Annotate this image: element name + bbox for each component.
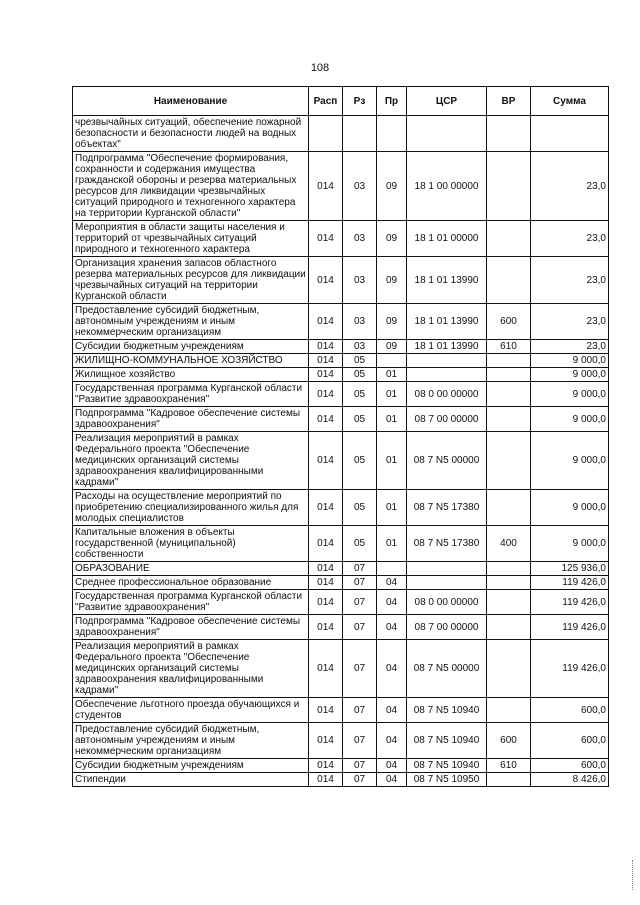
- row-sum: 9 000,0: [531, 432, 609, 490]
- row-rz: 05: [343, 382, 377, 407]
- scan-margin-mark: [632, 860, 634, 890]
- row-rasp: 014: [309, 368, 343, 382]
- table-row: [73, 382, 609, 407]
- row-vr: [487, 368, 531, 382]
- row-rasp: 014: [309, 723, 343, 759]
- row-csr: [407, 576, 487, 590]
- row-pr: 09: [377, 221, 407, 257]
- table-row: [73, 304, 609, 340]
- row-rasp: [309, 116, 343, 152]
- row-pr: 09: [377, 304, 407, 340]
- row-rasp: 014: [309, 590, 343, 615]
- row-rz: 07: [343, 615, 377, 640]
- row-name: ОБРАЗОВАНИЕ: [73, 562, 309, 576]
- row-name: Реализация мероприятий в рамках Федерального проекта "Обеспечение медицинских организаций системы здравоохранения квалифицированными кадрами": [73, 640, 309, 698]
- row-pr: [377, 562, 407, 576]
- row-sum: 119 426,0: [531, 590, 609, 615]
- row-rz: 07: [343, 562, 377, 576]
- header-sum: Сумма: [531, 87, 609, 116]
- row-pr: 09: [377, 257, 407, 304]
- row-pr: 09: [377, 152, 407, 221]
- row-pr: 01: [377, 368, 407, 382]
- row-name: Предоставление субсидий бюджетным, автономным учреждениям и иным некоммерческим организациям: [73, 723, 309, 759]
- row-rz: 07: [343, 723, 377, 759]
- row-sum: 119 426,0: [531, 640, 609, 698]
- table-row: [73, 562, 609, 576]
- row-rasp: 014: [309, 432, 343, 490]
- row-vr: [487, 773, 531, 787]
- row-pr: [377, 354, 407, 368]
- row-vr: [487, 490, 531, 526]
- row-name: Подпрограмма "Кадровое обеспечение системы здравоохранения": [73, 407, 309, 432]
- table-row: [73, 490, 609, 526]
- row-sum: [531, 116, 609, 152]
- row-name: Государственная программа Курганской области "Развитие здравоохранения": [73, 590, 309, 615]
- row-rasp: 014: [309, 407, 343, 432]
- table-row: [73, 590, 609, 615]
- row-pr: 04: [377, 576, 407, 590]
- row-csr: [407, 562, 487, 576]
- table-row: [73, 354, 609, 368]
- row-rz: 07: [343, 576, 377, 590]
- row-csr: [407, 116, 487, 152]
- row-rasp: 014: [309, 340, 343, 354]
- header-pr: Пр: [377, 87, 407, 116]
- header-vr: ВР: [487, 87, 531, 116]
- row-rz: 05: [343, 407, 377, 432]
- row-csr: 18 1 01 13990: [407, 304, 487, 340]
- row-sum: 9 000,0: [531, 490, 609, 526]
- row-name: Мероприятия в области защиты населения и территорий от чрезвычайных ситуаций природного и техногенного характера: [73, 221, 309, 257]
- budget-table: [72, 86, 609, 787]
- row-name: Подпрограмма "Кадровое обеспечение системы здравоохранения": [73, 615, 309, 640]
- row-name: чрезвычайных ситуаций, обеспечение пожарной безопасности и безопасности людей на водных объектах": [73, 116, 309, 152]
- row-name: Предоставление субсидий бюджетным, автономным учреждениям и иным некоммерческим организациям: [73, 304, 309, 340]
- row-rasp: 014: [309, 640, 343, 698]
- row-sum: 23,0: [531, 340, 609, 354]
- row-rz: 07: [343, 640, 377, 698]
- row-rasp: 014: [309, 221, 343, 257]
- header-csr: ЦСР: [407, 87, 487, 116]
- table-row: [73, 576, 609, 590]
- row-rasp: 014: [309, 257, 343, 304]
- row-rz: 05: [343, 490, 377, 526]
- row-vr: [487, 615, 531, 640]
- row-pr: 04: [377, 759, 407, 773]
- table-row: [73, 759, 609, 773]
- row-name: Реализация мероприятий в рамках Федерального проекта "Обеспечение медицинских организаций системы здравоохранения квалифицированными кадрами": [73, 432, 309, 490]
- row-rz: 05: [343, 432, 377, 490]
- row-name: Среднее профессиональное образование: [73, 576, 309, 590]
- row-csr: [407, 354, 487, 368]
- row-csr: 18 1 01 13990: [407, 257, 487, 304]
- table-row: [73, 723, 609, 759]
- page-number: 108: [310, 62, 330, 74]
- row-pr: 04: [377, 723, 407, 759]
- row-rasp: 014: [309, 152, 343, 221]
- row-vr: [487, 576, 531, 590]
- table-row: [73, 407, 609, 432]
- row-pr: 01: [377, 407, 407, 432]
- row-pr: 04: [377, 773, 407, 787]
- row-rasp: 014: [309, 354, 343, 368]
- row-rz: 05: [343, 368, 377, 382]
- row-rasp: 014: [309, 759, 343, 773]
- row-sum: 119 426,0: [531, 576, 609, 590]
- row-sum: 9 000,0: [531, 382, 609, 407]
- row-sum: 119 426,0: [531, 615, 609, 640]
- row-vr: [487, 116, 531, 152]
- row-rasp: 014: [309, 576, 343, 590]
- row-rz: 07: [343, 773, 377, 787]
- table-body: [73, 116, 609, 787]
- row-sum: 23,0: [531, 257, 609, 304]
- row-csr: 08 7 N5 17380: [407, 526, 487, 562]
- row-rz: 07: [343, 759, 377, 773]
- row-sum: 600,0: [531, 698, 609, 723]
- row-vr: 400: [487, 526, 531, 562]
- row-sum: 9 000,0: [531, 526, 609, 562]
- row-sum: 600,0: [531, 759, 609, 773]
- table-row: [73, 340, 609, 354]
- row-sum: 23,0: [531, 304, 609, 340]
- row-vr: 610: [487, 759, 531, 773]
- table-row: [73, 432, 609, 490]
- row-vr: [487, 257, 531, 304]
- row-sum: 125 936,0: [531, 562, 609, 576]
- table-row: [73, 152, 609, 221]
- row-rz: 05: [343, 354, 377, 368]
- table-row: [73, 368, 609, 382]
- row-pr: 04: [377, 615, 407, 640]
- header-row: [73, 87, 609, 116]
- row-csr: 18 1 01 00000: [407, 221, 487, 257]
- row-vr: [487, 221, 531, 257]
- row-name: Подпрограмма "Обеспечение формирования, сохранности и содержания имущества гражданской обороны и резерва материальных ресурсов для ликвидации чрезвычайных ситуаций природного и техногенного характера на территории Курганской области": [73, 152, 309, 221]
- row-csr: 08 7 N5 10940: [407, 698, 487, 723]
- table-row: [73, 221, 609, 257]
- row-vr: 600: [487, 723, 531, 759]
- row-csr: [407, 368, 487, 382]
- row-pr: 04: [377, 640, 407, 698]
- row-vr: [487, 590, 531, 615]
- row-sum: 9 000,0: [531, 354, 609, 368]
- row-pr: [377, 116, 407, 152]
- row-pr: 04: [377, 698, 407, 723]
- row-csr: 08 0 00 00000: [407, 590, 487, 615]
- row-csr: 08 7 N5 10950: [407, 773, 487, 787]
- row-name: ЖИЛИЩНО-КОММУНАЛЬНОЕ ХОЗЯЙСТВО: [73, 354, 309, 368]
- row-csr: 08 7 00 00000: [407, 407, 487, 432]
- row-rasp: 014: [309, 698, 343, 723]
- row-rz: [343, 116, 377, 152]
- row-vr: [487, 698, 531, 723]
- row-rasp: 014: [309, 490, 343, 526]
- row-csr: 08 7 N5 10940: [407, 759, 487, 773]
- row-vr: [487, 640, 531, 698]
- row-rasp: 014: [309, 526, 343, 562]
- row-sum: 8 426,0: [531, 773, 609, 787]
- row-name: Обеспечение льготного проезда обучающихся и студентов: [73, 698, 309, 723]
- row-sum: 9 000,0: [531, 407, 609, 432]
- row-csr: 08 0 00 00000: [407, 382, 487, 407]
- row-sum: 23,0: [531, 152, 609, 221]
- header-rasp: Расп: [309, 87, 343, 116]
- row-vr: 600: [487, 304, 531, 340]
- header-rz: Рз: [343, 87, 377, 116]
- table-row: [73, 615, 609, 640]
- row-vr: [487, 562, 531, 576]
- row-pr: 01: [377, 382, 407, 407]
- row-csr: 08 7 N5 00000: [407, 640, 487, 698]
- row-name: Стипендии: [73, 773, 309, 787]
- row-csr: 08 7 00 00000: [407, 615, 487, 640]
- row-name: Капитальные вложения в объекты государственной (муниципальной) собственности: [73, 526, 309, 562]
- row-rasp: 014: [309, 773, 343, 787]
- table-row: [73, 698, 609, 723]
- row-pr: 01: [377, 526, 407, 562]
- row-rz: 03: [343, 304, 377, 340]
- table-row: [73, 116, 609, 152]
- row-vr: [487, 354, 531, 368]
- row-vr: [487, 407, 531, 432]
- row-rasp: 014: [309, 562, 343, 576]
- row-vr: [487, 382, 531, 407]
- row-vr: [487, 152, 531, 221]
- row-name: Субсидии бюджетным учреждениям: [73, 759, 309, 773]
- row-vr: 610: [487, 340, 531, 354]
- row-name: Жилищное хозяйство: [73, 368, 309, 382]
- row-vr: [487, 432, 531, 490]
- table-row: [73, 640, 609, 698]
- table-row: [73, 257, 609, 304]
- row-rasp: 014: [309, 615, 343, 640]
- row-sum: 600,0: [531, 723, 609, 759]
- table-row: [73, 773, 609, 787]
- row-csr: 08 7 N5 10940: [407, 723, 487, 759]
- row-name: Организация хранения запасов областного резерва материальных ресурсов для ликвидации чрезвычайных ситуаций на территории Курганской области: [73, 257, 309, 304]
- row-name: Государственная программа Курганской области "Развитие здравоохранения": [73, 382, 309, 407]
- row-rz: 07: [343, 590, 377, 615]
- row-csr: 08 7 N5 17380: [407, 490, 487, 526]
- row-csr: 18 1 01 13990: [407, 340, 487, 354]
- row-sum: 23,0: [531, 221, 609, 257]
- table-row: [73, 526, 609, 562]
- row-rz: 03: [343, 257, 377, 304]
- row-pr: 01: [377, 432, 407, 490]
- row-sum: 9 000,0: [531, 368, 609, 382]
- row-rz: 03: [343, 221, 377, 257]
- row-rz: 03: [343, 340, 377, 354]
- row-csr: 08 7 N5 00000: [407, 432, 487, 490]
- header-name: Наименование: [73, 87, 309, 116]
- row-pr: 04: [377, 590, 407, 615]
- row-pr: 09: [377, 340, 407, 354]
- row-rz: 03: [343, 152, 377, 221]
- row-rasp: 014: [309, 382, 343, 407]
- row-rz: 07: [343, 698, 377, 723]
- row-name: Субсидии бюджетным учреждениям: [73, 340, 309, 354]
- row-csr: 18 1 00 00000: [407, 152, 487, 221]
- row-name: Расходы на осуществление мероприятий по приобретению специализированного жилья для молодых специалистов: [73, 490, 309, 526]
- row-pr: 01: [377, 490, 407, 526]
- row-rasp: 014: [309, 304, 343, 340]
- row-rz: 05: [343, 526, 377, 562]
